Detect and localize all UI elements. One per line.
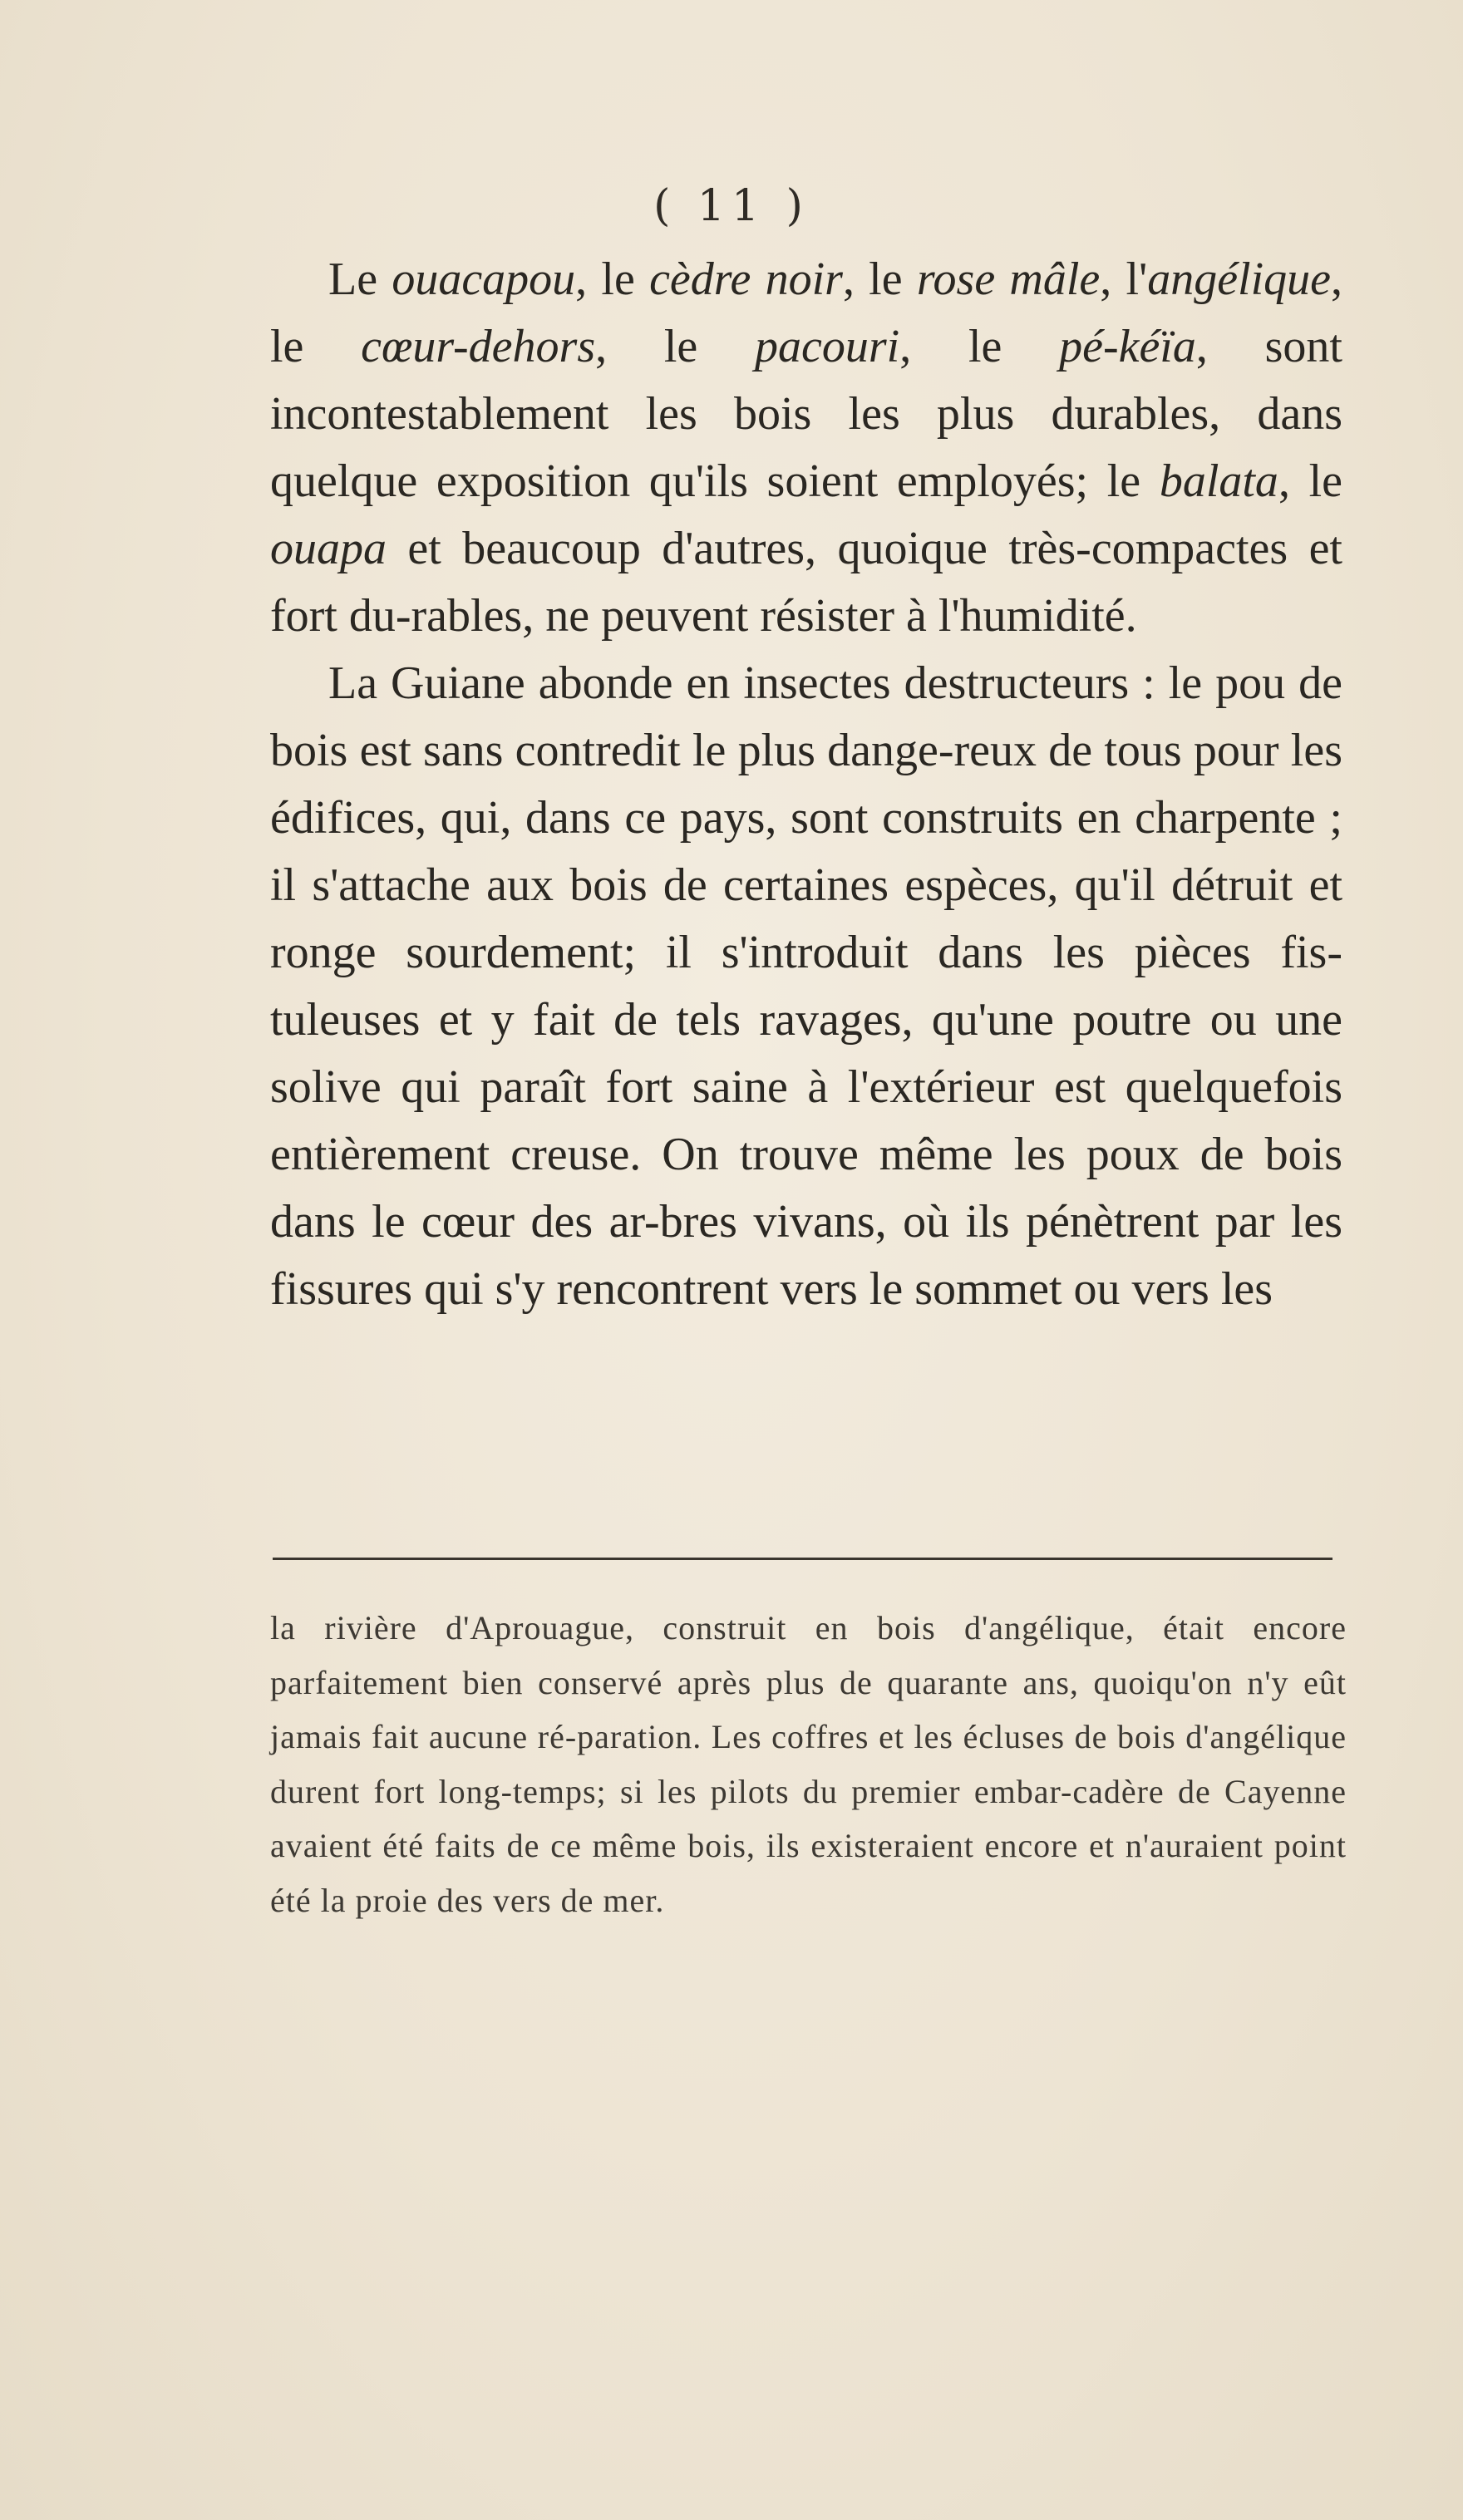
text-run: , sont incontestablement les bois les plus durables, dans quelque exposition qu'ils soient employés; le	[270, 321, 1342, 507]
footnote-divider	[273, 1558, 1332, 1560]
italic-term: cèdre noir	[649, 253, 843, 305]
text-run: et beaucoup d'autres, quoique très-compactes et fort du-rables, ne peuvent résister à l'humidité.	[270, 523, 1342, 642]
italic-term: pé-kéïa	[1059, 321, 1196, 372]
italic-term: angélique	[1147, 253, 1332, 305]
italic-term: pacouri	[755, 321, 900, 372]
italic-term: rose mâle	[916, 253, 1101, 305]
text-run: , le	[899, 321, 1060, 372]
italic-term: ouacapou	[392, 253, 576, 305]
italic-term: balata	[1159, 455, 1278, 507]
page-number: ( 11 )	[653, 181, 810, 231]
text-run: , le	[270, 253, 1343, 372]
paragraph-1	[270, 246, 1342, 650]
footnote	[270, 1601, 1347, 1927]
text-run: , le	[595, 321, 756, 372]
text-run: , le	[575, 253, 650, 305]
italic-term: ouapa	[270, 523, 387, 574]
footnote-text: la rivière d'Aprouague, construit en bois d'angélique, était encore parfaitement bien conservé après plus de quarante ans, quoiqu'on n'y eût jamais fait aucune ré-paration. Les coffres et les écluses de bois d'angélique durent fort long-temps; si les pilots du premier embar-cadère de Cayenne avaient été faits de ce même bois, ils existeraient encore et n'auraient point été la proie des vers de mer.	[270, 1609, 1347, 1919]
text-run: Le	[328, 253, 392, 305]
text-run: , le	[842, 253, 917, 305]
italic-term: cœur-dehors	[361, 321, 596, 372]
text-run: , l'	[1100, 253, 1148, 305]
text-run: , le	[1278, 455, 1342, 507]
main-text	[270, 246, 1342, 1323]
paragraph-2: La Guiane abonde en insectes destructeurs : le pou de bois est sans contredit le plus dange-reux de tous pour les édifices, qui, dans ce pays, sont construits en charpente ; il s'attache aux bois de certaines espèces, qu'il détruit et ronge sourdement; il s'introduit dans les pièces fis-tuleuses et y fait de tels ravages, qu'une poutre ou une solive qui paraît fort saine à l'extérieur est quelquefois entièrement creuse. On trouve même les poux de bois dans le cœur des ar-bres vivans, où ils pénètrent par les fissures qui s'y rencontrent vers le sommet ou vers les	[270, 657, 1342, 1315]
